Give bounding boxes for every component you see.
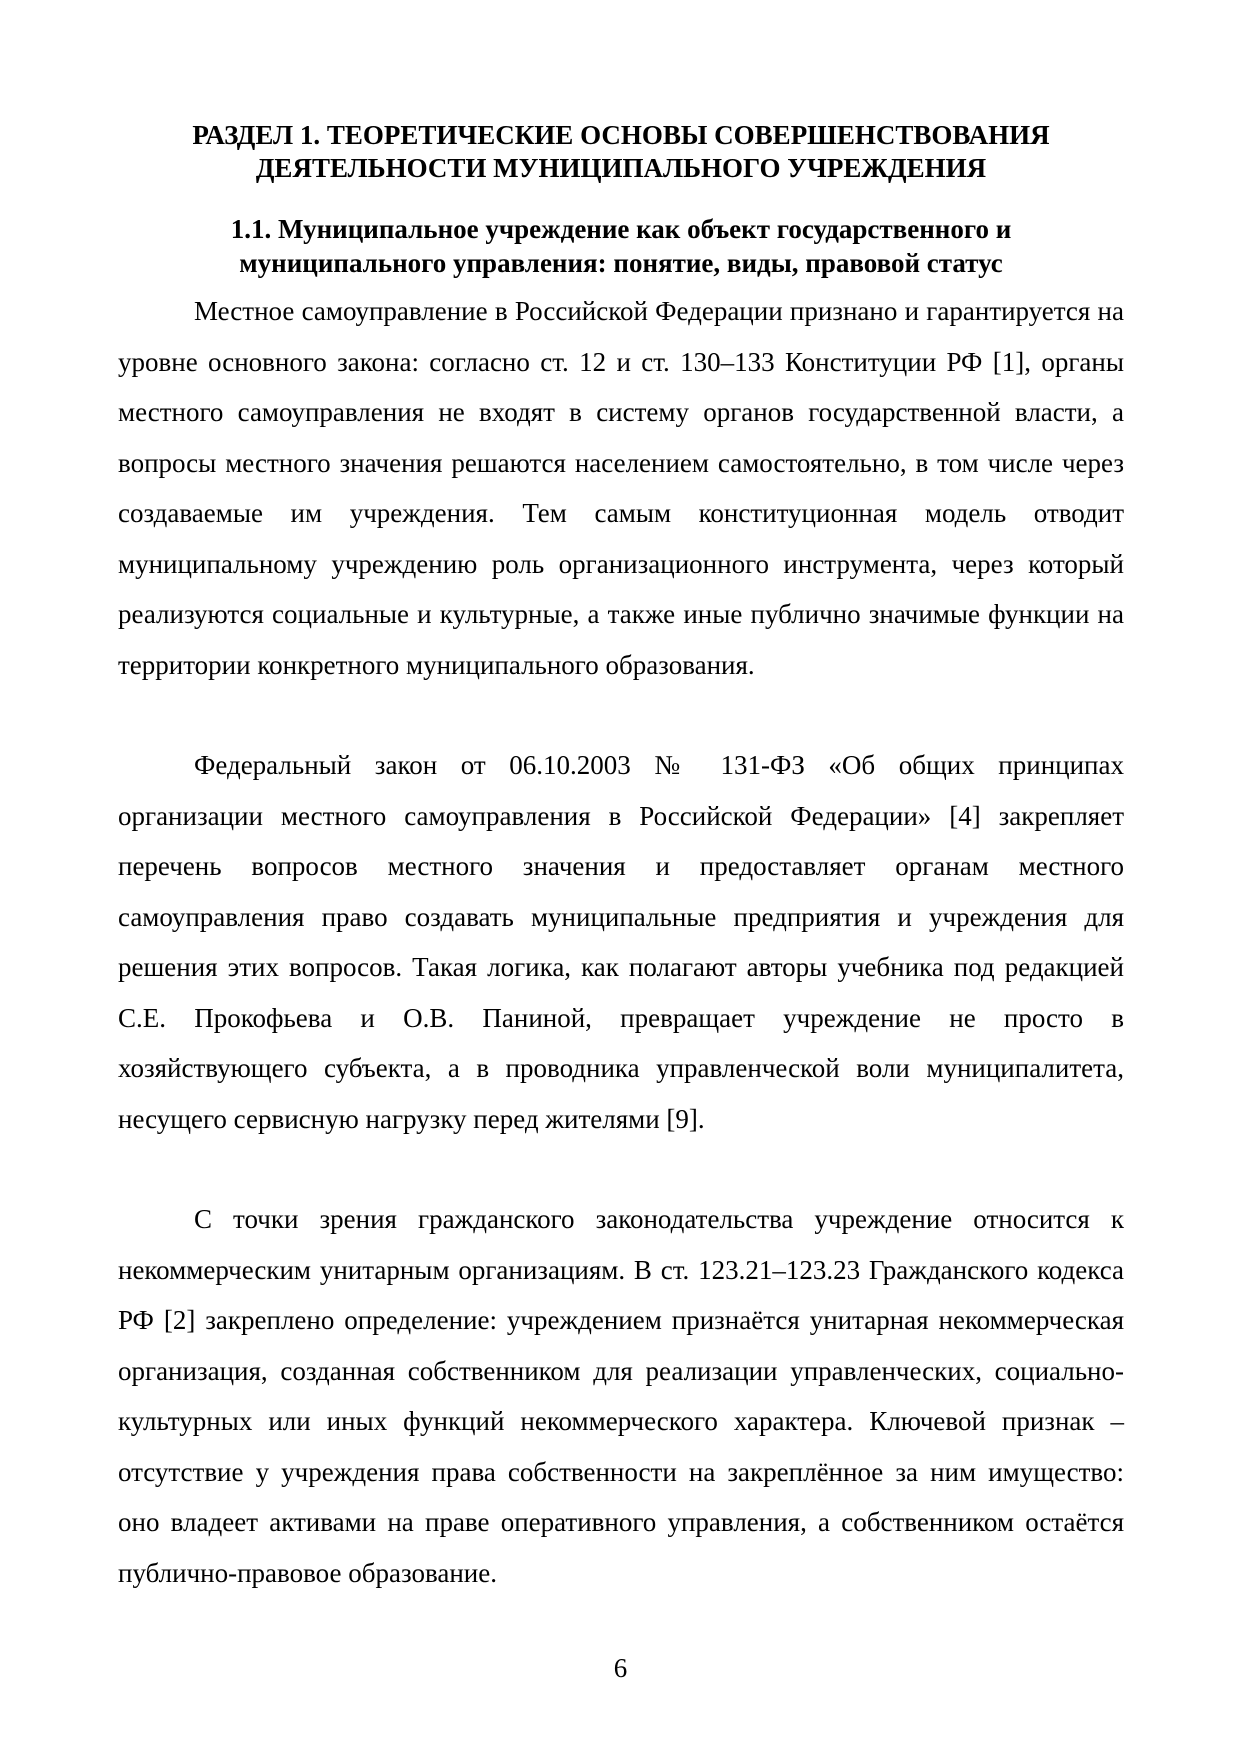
subsection-title [118,212,1124,280]
section-title-line-1: РАЗДЕЛ 1. ТЕОРЕТИЧЕСКИЕ ОСНОВЫ СОВЕРШЕНСТВОВАНИЯ [192,120,1050,150]
subsection-title-line-1: 1.1. Муниципальное учреждение как объект государственного и [230,214,1012,244]
body-paragraph-2: Федеральный закон от 06.10.2003 № 131-ФЗ «Об общих принципах организации местного самоуправления в Российской Федерации» [4] закрепляет перечень вопросов местного значения и предоставляет органам местного самоуправления право создавать муниципальные предприятия и учреждения для решения этих вопросов. Такая логика, как полагают авторы учебника под редакцией С.Е. Прокофьева и О.В. Паниной, превращает учреждение не просто в хозяйствующего субъекта, а в проводника управленческой воли муниципалитета, несущего сервисную нагрузку перед жителями [9]. [118,750,1124,1134]
body-paragraph-1: Местное самоуправление в Российской Федерации признано и гарантируется на уровне основного закона: согласно ст. 12 и ст. 130–133 Конституции РФ [1], органы местного самоуправления не входят в систему органов государственной власти, а вопросы местного значения решаются населением самостоятельно, в том числе через создаваемые им учреждения. Тем самым конституционная модель отводит муниципальному учреждению роль организационного инструмента, через который реализуются социальные и культурные, а также иные публично значимые функции на территории конкретного муниципального образования. [118,296,1124,680]
page-number: 6 [613,1653,628,1683]
section-title [118,119,1124,185]
subsection-title-line-2: муниципального управления: понятие, виды, правовой статус [239,248,1003,278]
section-title-line-2: ДЕЯТЕЛЬНОСТИ МУНИЦИПАЛЬНОГО УЧРЕЖДЕНИЯ [255,153,987,183]
body-paragraph-3: С точки зрения гражданского законодательства учреждение относится к некоммерческим унитарным организациям. В ст. 123.21–123.23 Гражданского кодекса РФ [2] закреплено определение: учреждением признаётся унитарная некоммерческая организация, созданная собственником для реализации управленческих, социально-культурных или иных функций некоммерческого характера. Ключевой признак – отсутствие у учреждения права собственности на закреплённое за ним имущество: оно владеет активами на праве оперативного управления, а собственником остаётся публично-правовое образование. [118,1204,1124,1588]
